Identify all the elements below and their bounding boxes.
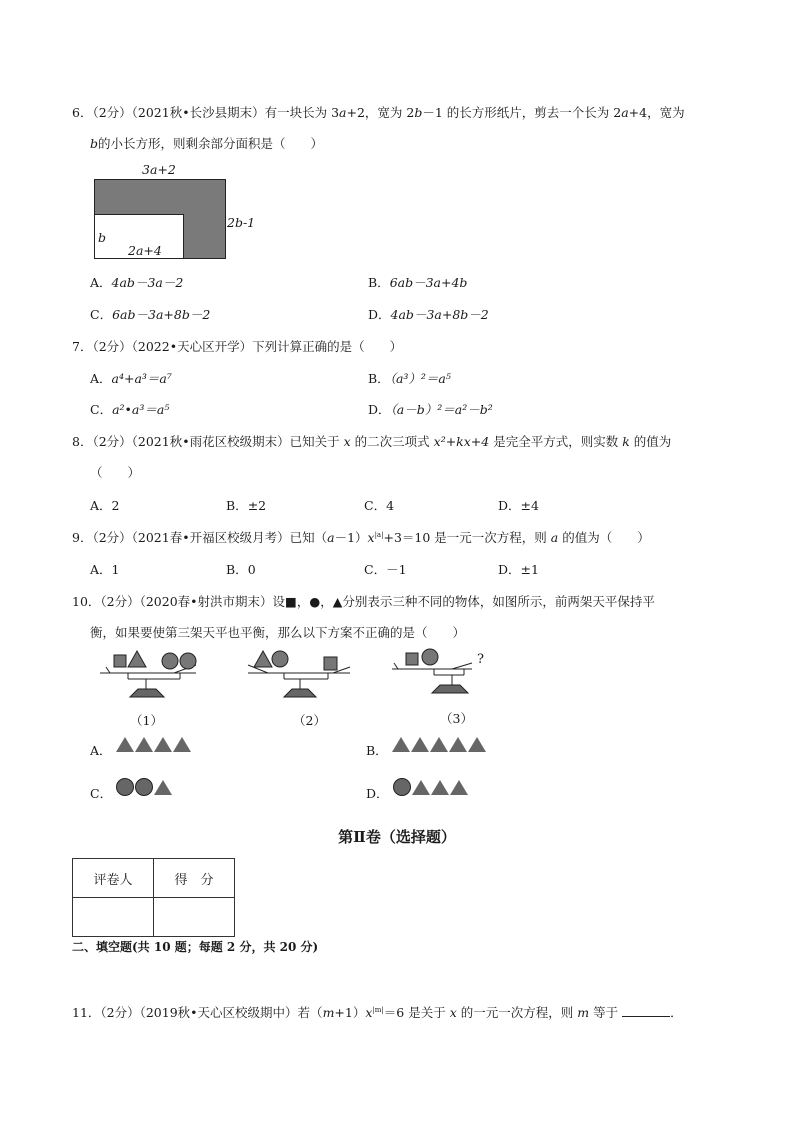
q7-option-c[interactable]: C．a²•a³＝a⁵ <box>90 402 170 417</box>
q10-option-c[interactable]: C． <box>90 784 173 802</box>
q7-option-d[interactable]: D．（a－b）²＝a²－b² <box>368 402 493 417</box>
q6-option-a[interactable]: A．4ab－3a－2 <box>90 275 184 290</box>
q8-option-b[interactable]: B．±2 <box>226 498 267 513</box>
q10-line1: 10．（2分）（2020春•射洪市期末）设■，●，▲分别表示三种不同的物体，如图所示，前两架天平保持平 <box>72 594 655 609</box>
q7-option-a[interactable]: A．a⁴+a³＝a⁷ <box>90 371 172 386</box>
q10-option-b[interactable]: B． <box>366 741 487 759</box>
balance-3 <box>392 649 472 693</box>
q6-line1: 6．（2分）（2021秋•长沙县期末）有一块长为 3a+2，宽为 2b－1 的长方形纸片，剪去一个长为 2a+4，宽为 <box>72 105 685 120</box>
q7-option-b[interactable]: B．（a³）²＝a⁵ <box>368 371 451 386</box>
q10-option-d[interactable]: D． <box>366 784 469 802</box>
q9-option-d[interactable]: D．±1 <box>498 562 539 577</box>
score-table <box>72 858 235 937</box>
score-table-grader-cell[interactable] <box>73 898 154 937</box>
q6-option-d[interactable]: D．4ab－3a+8b－2 <box>368 307 489 322</box>
q6-score: （2分） <box>92 105 132 120</box>
q6-number: 6． <box>72 105 93 120</box>
q8-option-a[interactable]: A．2 <box>90 498 120 513</box>
score-table-score-header: 得 分 <box>154 859 235 898</box>
balance-1 <box>100 651 196 697</box>
q7-line1: 7．（2分）（2022•天心区开学）下列计算正确的是（ ） <box>72 339 403 354</box>
q9-option-a[interactable]: A．1 <box>90 562 120 577</box>
fig-label-b: b <box>98 230 107 245</box>
q8-option-d[interactable]: D．±4 <box>498 498 539 513</box>
q8-line2: （ ） <box>90 465 141 480</box>
q6-option-b[interactable]: B．6ab－3a+4b <box>368 275 468 290</box>
q11-answer-blank[interactable] <box>622 1004 670 1017</box>
q11-line1: 11．（2分）（2019秋•天心区校级期中）若$(m+1)x^{|m|}=6$ 是关于 x 的一元一次方程，则 m 等于 ． <box>72 1005 683 1020</box>
q8-option-c[interactable]: C．4 <box>364 498 395 513</box>
figure-label-3: （3） <box>440 711 473 726</box>
q6-source: （2021秋•长沙县期末） <box>131 105 265 120</box>
q8-line1: 8．（2分）（2021秋•雨花区校级期末）已知关于 x 的二次三项式 x²+kx+4 是完全平方式，则实数 k 的值为 <box>72 434 672 449</box>
fig-label-inner-bottom: 2a+4 <box>128 243 162 258</box>
figure-label-2: （2） <box>293 713 326 728</box>
q10-option-a[interactable]: A． <box>90 741 192 759</box>
fig-label-right: 2b-1 <box>227 215 256 230</box>
q9-line1: 9．（2分）（2021春•开福区校级月考）已知$(a-1)x^{|a|}+3=10$ 是一元一次方程，则 a 的值为（ ） <box>72 530 650 545</box>
q9-option-b[interactable]: B．0 <box>226 562 256 577</box>
score-table-score-cell[interactable] <box>154 898 235 937</box>
balance-3-question-mark: ? <box>477 652 484 667</box>
score-table-grader-header: 评卷人 <box>73 859 154 898</box>
q6-option-c[interactable]: C．6ab－3a+8b－2 <box>90 307 211 322</box>
q6-line2: b的小长方形，则剩余部分面积是（ ） <box>90 136 324 151</box>
q6-figure <box>94 160 264 260</box>
q10-line2: 衡，如果要使第三架天平也平衡，那么以下方案不正确的是（ ） <box>90 625 466 640</box>
q9-option-c[interactable]: C．－1 <box>364 562 407 577</box>
balance-2 <box>248 651 350 697</box>
fig-label-top: 3a+2 <box>142 162 176 177</box>
figure-label-1: （1） <box>130 713 163 728</box>
section-2-title: 第Ⅱ卷（选择题） <box>338 828 456 846</box>
fill-in-heading: 二、填空题(共 10 题；每题 2 分，共 20 分) <box>72 940 319 954</box>
